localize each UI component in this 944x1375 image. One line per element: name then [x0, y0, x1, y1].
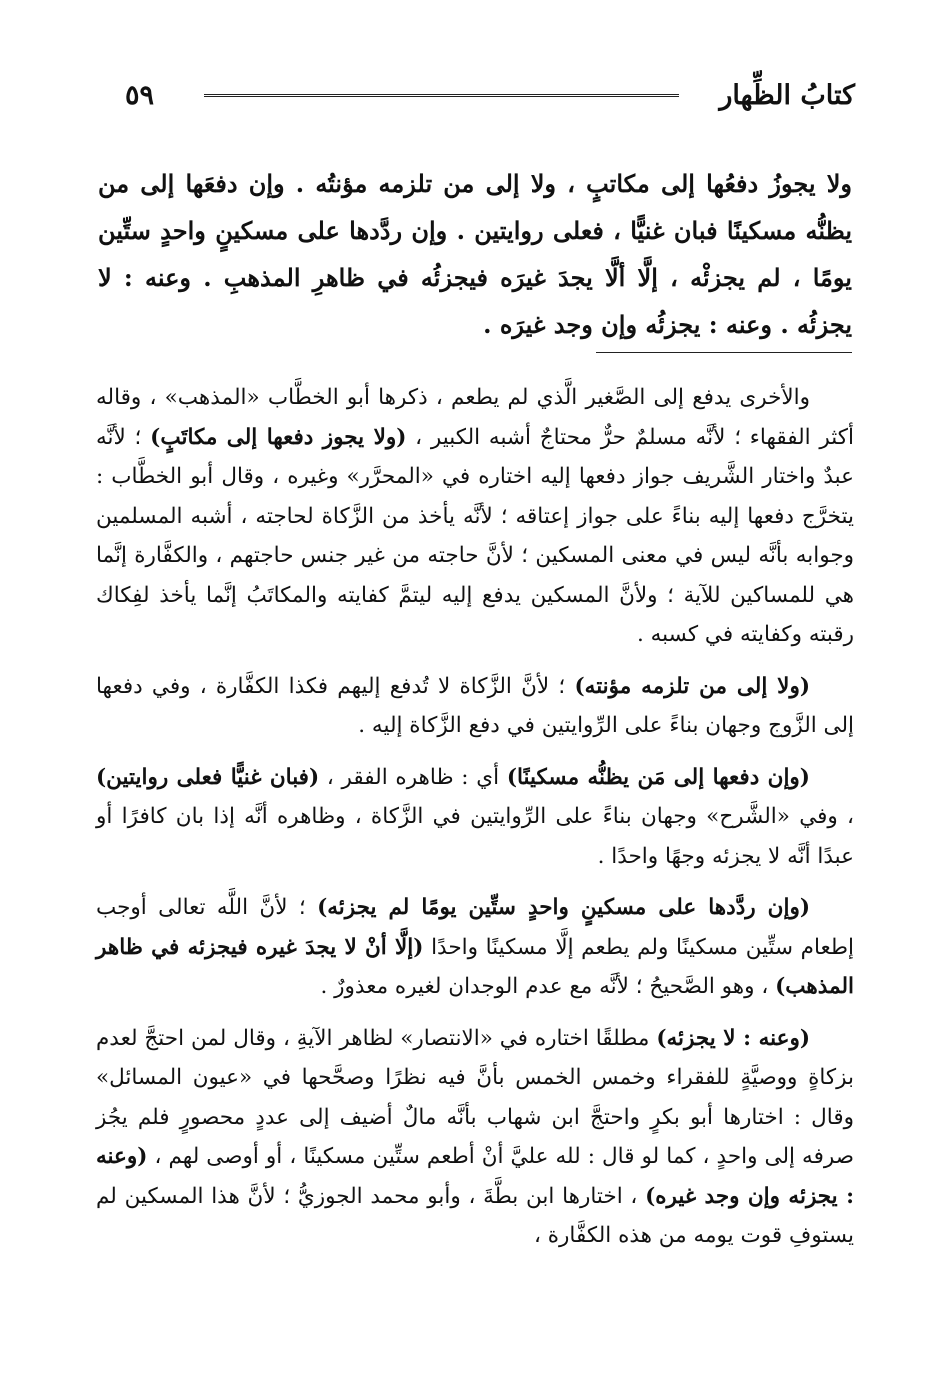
commentary-text: ، وهو الصَّحيحُ ؛ لأنَّه مع عدم الوجدان لغيره معذورٌ . [320, 974, 776, 999]
commentary-text: أي : ظاهره الفقر ، [319, 764, 507, 790]
commentary-paragraph [96, 1019, 854, 1256]
commentary-text: ، اختارها ابن بطَّةَ ، وأبو محمد الجوزيُّ ؛ لأنَّ هذا المسكين لم يستوفِ قوت يومه من هذه الكفَّارة ، [96, 1183, 854, 1248]
quoted-matn: (وإن ردَّدها على مسكينٍ واحدٍ ستِّين يومًا لم يجزئه) [317, 895, 810, 920]
commentary-text: ، وفي «الشَّرح» وجهان بناءً على الرِّوايتين في الزَّكاة ، وظاهره أنَّه إذا بان كافرًا أو عبدًا أنَّه لا يجزئه وجهًا واحدًا . [96, 804, 854, 869]
commentary-text: ؛ لأنَّه عبدٌ واختار الشَّريف جواز دفعها إليه اختاره في «المحرَّر» وغيره ، وقال أبو الخطَّاب : يتخرَّج دفعها إليه بناءً على جواز إعتاقه ؛ لأنَّه يأخذ من الزَّكاة لحاجته ، أشبه المسلمين وجوابه بأنَّه ليس في معنى المسكين ؛ لأنَّ حاجته من غير جنس حاجتهم ، والكفَّارة إنَّما هي للمساكين للآية ؛ ولأنَّ المسكين يدفع إليه ليتمَّ كفايته والمكاتَبُ إنَّما يأخذ لفِكاك رقبته وكفايته في كسبه . [96, 424, 854, 647]
commentary-text: ؛ لأنَّ الزَّكاة لا تُدفع إليهم فكذا الكفَّارة ، وفي دفعها إلى الزَّوج وجهان بناءً على الرِّوايتين في دفع الزَّكاة إليه . [96, 673, 854, 738]
quoted-matn: (ولا إلى من تلزمه مؤنته) [574, 673, 810, 699]
page-header [125, 70, 855, 120]
commentary-text: ؛ لأنَّ اللَّه تعالى أوجب إطعام ستِّين مسكينًا ولم يطعم إلَّا مسكينًا واحدًا [96, 895, 854, 960]
commentary-paragraph [96, 758, 854, 877]
commentary-paragraph [96, 667, 854, 746]
header-rule [204, 94, 679, 97]
separator-rule [596, 352, 852, 353]
main-text: ولا يجوزُ دفعُها إلى مكاتبٍ ، ولا إلى من تلزمه مؤنتُه . وإن دفعَها إلى من يظنُّه مسكينًا فبان غنيًّا ، فعلى روايتين . وإن ردَّدها على مسكينٍ واحدٍ ستِّين يومًا ، لم يجزئْه ، إلَّا ألَّا يجدَ غيرَه فيجزئُه في ظاهرِ المذهبِ . وعنه : لا يجزئُه . وعنه : يجزئُه وإن وجد غيرَه . [98, 169, 852, 339]
quoted-matn: (إلَّا أنْ لا يجدَ غيره فيجزئه في ظاهر المذهب) [96, 934, 854, 999]
running-title: كتابُ الظِّهار [719, 79, 855, 111]
quoted-matn: (وعنه : يجزئه وإن وجد غيره) [96, 1144, 855, 1209]
quoted-matn: (فبان غنيًّا فعلى روايتين) [96, 764, 320, 790]
commentary [96, 378, 854, 1268]
quoted-matn: (وإن دفعها إلى مَن يظنُّه مسكينًا) [506, 764, 810, 790]
commentary-text: مطلقًا اختاره في «الانتصار» لظاهر الآيةِ ، وقال لمن احتجَّ لعدم بزكاةٍ ووصيَّةٍ للفقراء وخمس الخمس بأنَّ فيه نظرًا وصحَّحها في «عيون المسائل» وقال : اختارها أبو بكرٍ واحتجَّ ابن شهاب بأنَّه مالٌ أضيف إلى عددٍ محصورٍ فلم يجُز صرفه إلى واحدٍ ، كما لو قال : لله عليَّ أنْ أطعم ستِّين مسكينًا ، أو أوصى لهم ، [96, 1025, 854, 1169]
commentary-paragraph [96, 378, 854, 655]
quoted-matn: (ولا يجوز دفعها إلى مكاتَبٍ) [150, 424, 407, 450]
commentary-text: والأخرى يدفع إلى الصَّغير الَّذي لم يطعم ، ذكرها أبو الخطَّاب «المذهب» ، وقاله أكثر الفقهاء ؛ لأنَّه مسلمٌ حرٌّ محتاجٌ أشبه الكبير ، [96, 385, 854, 450]
quoted-matn: (وعنه : لا يجزئه) [656, 1025, 810, 1051]
page-number: ٥٩ [125, 79, 155, 111]
commentary-paragraph [96, 888, 854, 1007]
